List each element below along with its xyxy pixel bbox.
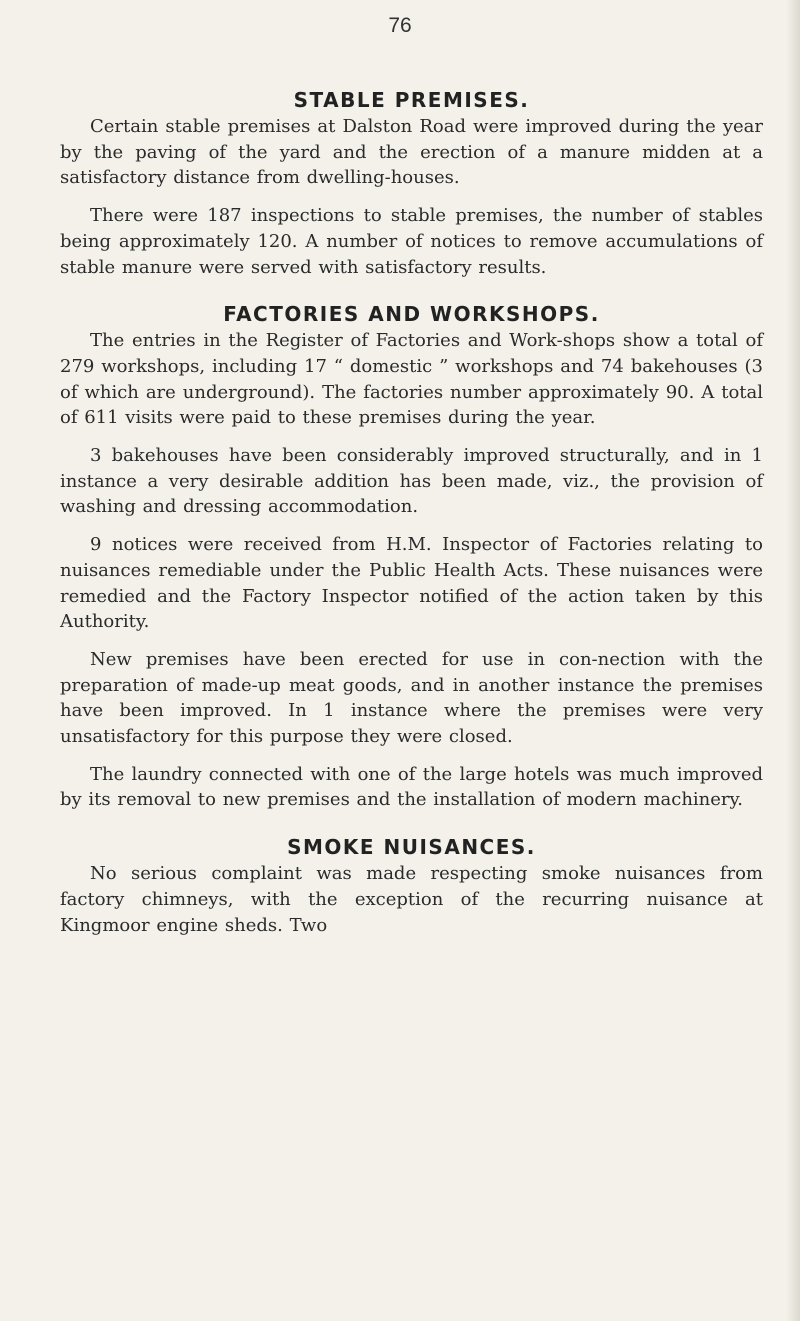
heading-smoke-nuisances: SMOKE NUISANCES.	[287, 835, 536, 860]
paragraph: There were 187 inspections to stable premises, the number of stables being approximately 120. A number of notices to remove accumulations of stable manure were served with satisfactory results.	[60, 205, 763, 278]
paragraph: The entries in the Register of Factories and Work-shops show a total of 279 workshops, including 17 “ domestic ” workshops and 74 bakehouses (3 of which are underground). The factories number approximately 90. A total of 611 visits were paid to these premises during the year.	[60, 330, 763, 429]
heading-factories-and-workshops: FACTORIES AND WORKSHOPS.	[223, 302, 600, 327]
paragraph: Certain stable premises at Dalston Road were improved during the year by the paving of the yard and the erection of a manure midden at a satisfactory distance from dwelling-houses.	[60, 116, 763, 189]
paragraph: New premises have been erected for use in con-nection with the preparation of made-up meat goods, and in another instance the premises have been improved. In 1 instance where the premises were very unsatisfactory for this purpose they were closed.	[60, 648, 763, 748]
page-edge-shadow	[786, 0, 800, 1321]
paragraph: The laundry connected with one of the large hotels was much improved by its removal to new premises and the installation of modern machinery.	[60, 763, 763, 811]
paragraph: 3 bakehouses have been considerably improved structurally, and in 1 instance a very desirable addition has been made, viz., the provision of washing and dressing accommodation.	[60, 445, 763, 518]
heading-stable-premises: STABLE PREMISES.	[293, 88, 530, 112]
text-column	[60, 86, 763, 938]
paragraph: No serious complaint was made respecting smoke nuisances from factory chimneys, with the exception of the recurring nuisance at Kingmoor engine sheds. Two	[60, 863, 763, 936]
page-number: 76	[388, 14, 412, 37]
paragraph: 9 notices were received from H.M. Inspector of Factories relating to nuisances remediable under the Public Health Acts. These nuisances were remedied and the Factory Inspector notified of the action taken by this Authority.	[60, 534, 763, 633]
